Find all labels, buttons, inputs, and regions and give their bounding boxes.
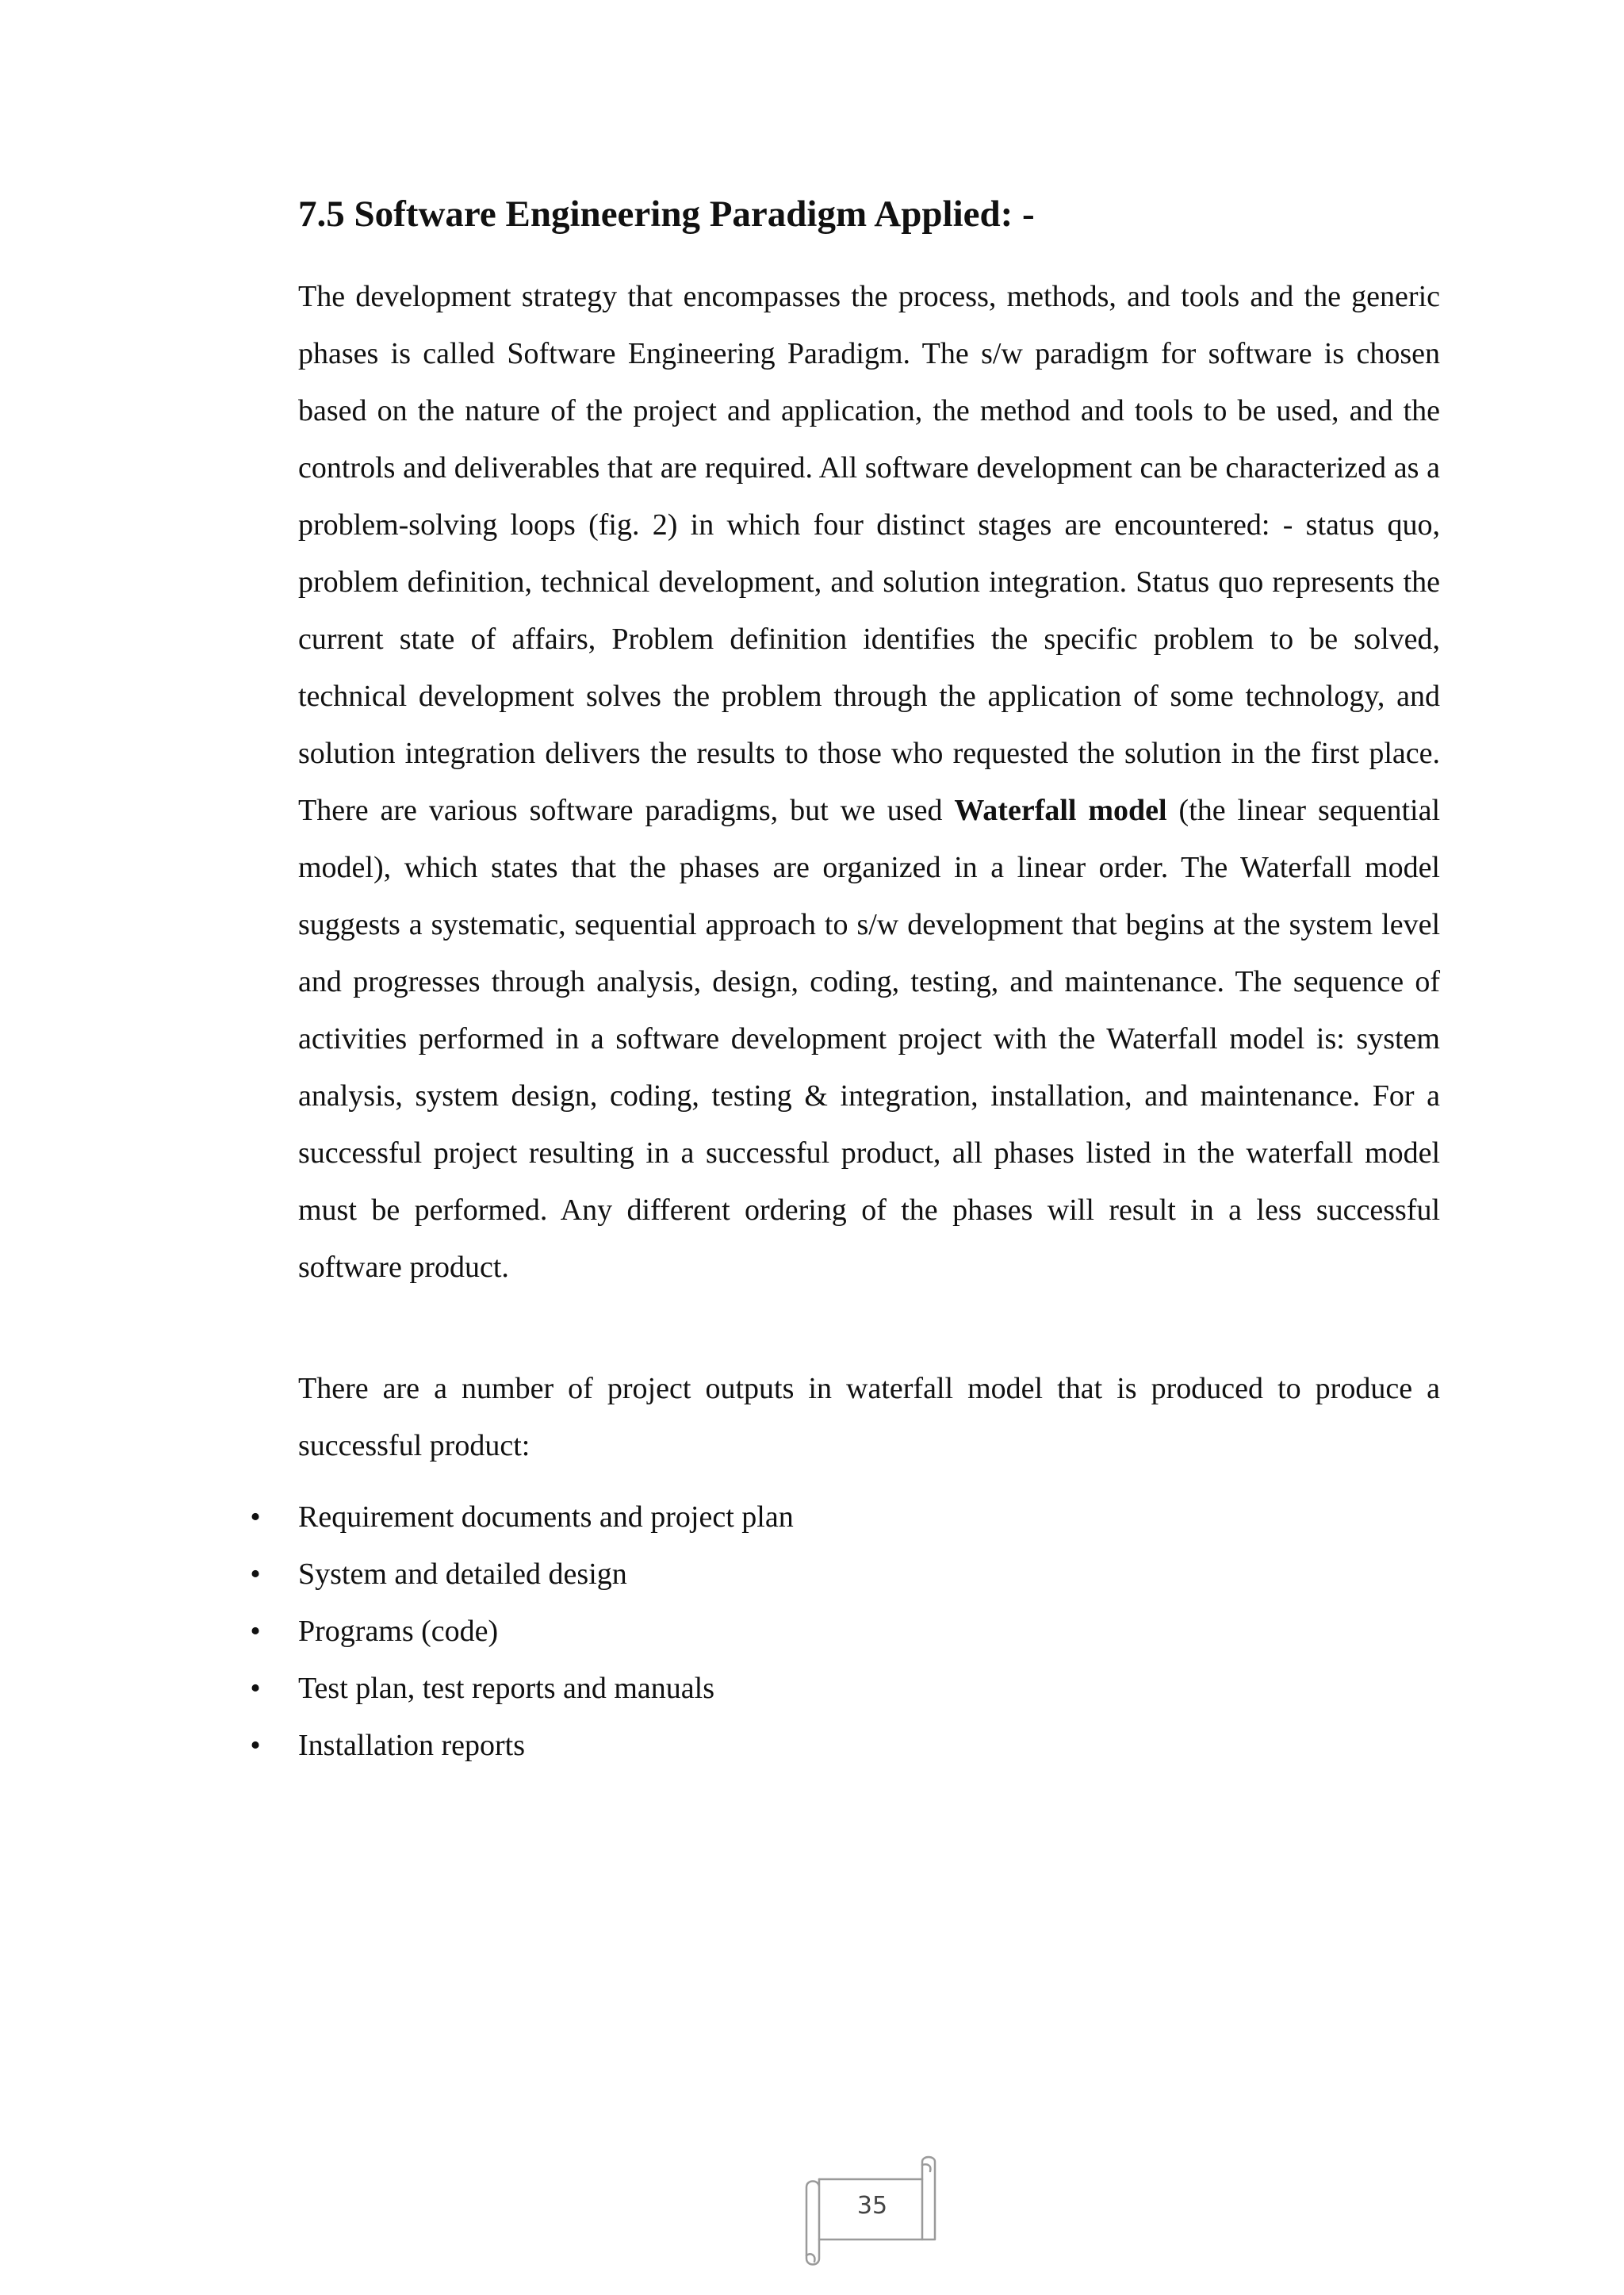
bullet-icon: • (250, 1615, 261, 1648)
bullet-icon: • (250, 1729, 261, 1762)
intro-text-part-1: The development strategy that encompasses the process, methods, and tools and the generic phases is called Software Engineering Paradigm. The s/w paradigm for software is chosen based on the nature of the project and application, the method and tools to be used, and the controls and deliverables that are required. All software development can be characterized as a problem-solving loops (fig. 2) in which four distinct stages are encountered: - status quo, problem definition, technical development, and solution integration. Status quo represents the current state of affairs, Problem definition identifies the specific problem to be solved, technical development solves the problem through the application of some technology, and solution integration delivers the results to those who requested the solution in the first place. There are various software paradigms, but we used (298, 280, 1440, 827)
bullet-icon: • (250, 1557, 261, 1591)
bullet-icon: • (250, 1500, 261, 1534)
bullet-icon: • (250, 1672, 261, 1705)
list-item-text: Requirement documents and project plan (298, 1500, 794, 1534)
waterfall-model-bold: Waterfall model (954, 794, 1167, 827)
list-item-text: Installation reports (298, 1729, 525, 1762)
list-item-text: System and detailed design (298, 1557, 627, 1591)
outputs-paragraph: There are a number of project outputs in waterfall model that is produced to produce a successful product: (298, 1372, 1440, 1462)
list-item-text: Test plan, test reports and manuals (298, 1672, 714, 1705)
intro-paragraph (298, 268, 1440, 1296)
list-item-text: Programs (code) (298, 1615, 499, 1648)
page-number: 35 (856, 2192, 888, 2220)
section-heading: 7.5 Software Engineering Paradigm Applied: - (298, 193, 1035, 235)
intro-text-part-2: (the linear sequential model), which states that the phases are organized in a linear order. The Waterfall model suggests a systematic, sequential approach to s/w development that begins at the system level and progresses through analysis, design, coding, testing, and maintenance. The sequence of activities performed in a software development project with the Waterfall model is: system analysis, system design, coding, testing & integration, installation, and maintenance. For a successful project resulting in a successful product, all phases listed in the waterfall model must be performed. Any different ordering of the phases will result in a less successful software product. (298, 794, 1441, 1284)
